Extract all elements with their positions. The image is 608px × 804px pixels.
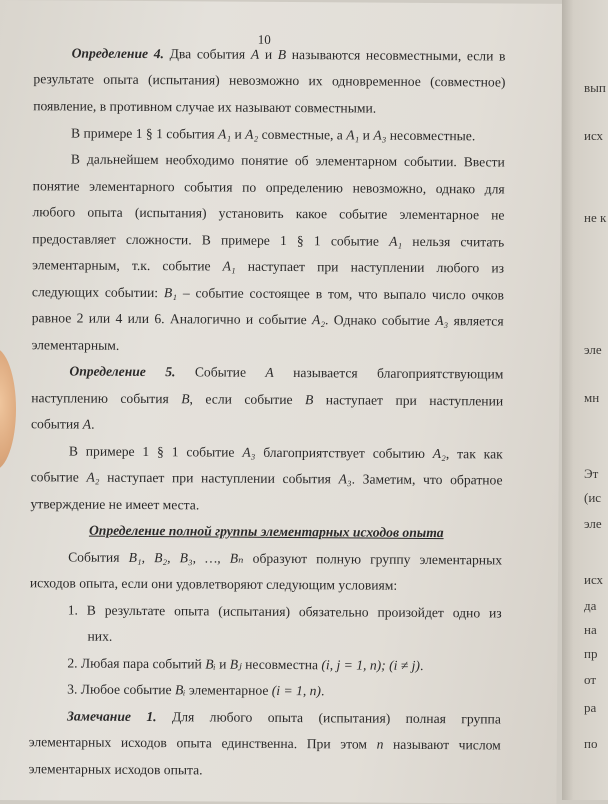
text-run: или: [88, 310, 111, 326]
text-run: несовместна: [241, 656, 322, 673]
text-run: число: [431, 287, 466, 303]
list-item: [30, 603, 502, 620]
text-run: опыта: [103, 71, 139, 87]
text-run: В: [70, 151, 81, 167]
list-item-continuation: [30, 629, 560, 646]
text-line: [31, 444, 503, 461]
text-run: B₁,: [128, 549, 146, 566]
text-run: события: [120, 390, 169, 407]
text-run: событие: [162, 258, 211, 274]
text-run: в: [315, 286, 323, 302]
text-run: обратное: [450, 472, 503, 488]
text-line: [30, 550, 502, 567]
text-run: событие: [330, 233, 380, 249]
text-run: наступлению: [31, 390, 108, 406]
text-run: элементарных исходов опыта.: [28, 761, 203, 778]
next-page-fragment: по: [584, 736, 598, 751]
text-run: событие: [381, 312, 430, 329]
next-page-fragment: исх: [584, 128, 604, 143]
text-line: [29, 735, 501, 752]
text-run: Два: [169, 46, 192, 62]
next-page-fragment: (ис: [584, 490, 602, 505]
text-run: очков: [471, 287, 505, 303]
text-run: образуют: [252, 550, 308, 567]
text-run: единственна.: [221, 735, 298, 752]
text-run: одновременное: [331, 73, 421, 89]
text-run: .: [325, 312, 329, 328]
text-run: Аналогично: [169, 311, 241, 327]
text-run: любого: [32, 204, 76, 220]
text-run: понятие: [32, 178, 80, 194]
text-run: группа: [461, 711, 501, 727]
text-run: определению: [265, 179, 344, 196]
text-run: опыта: [87, 204, 123, 220]
text-run: B: [304, 392, 314, 408]
text-run: невозможно,: [352, 180, 427, 196]
text-run: об: [294, 153, 309, 169]
text-run: что: [423, 471, 443, 488]
section-heading: [30, 523, 502, 540]
text-line: [30, 576, 502, 593]
text-run: .: [91, 416, 95, 432]
text-run: B₃,: [179, 550, 197, 566]
text-line: [32, 232, 504, 249]
text-run: (испытания): [147, 72, 220, 88]
text-run: A: [250, 46, 260, 62]
text-run: одно: [452, 605, 481, 621]
text-run: несовместными,: [365, 47, 462, 64]
text-line: [30, 497, 502, 514]
text-run: A₃: [338, 471, 352, 487]
next-page-fragment: вып: [584, 80, 606, 95]
text-run: 1: [171, 444, 179, 460]
text-run: и: [215, 656, 230, 672]
text-run: событие: [30, 469, 79, 485]
text-run: …,: [205, 550, 221, 566]
text-run: если: [205, 391, 232, 407]
text-run: благоприятствующим: [376, 365, 504, 382]
text-run: Определение: [69, 363, 146, 380]
text-run: B₁: [163, 285, 178, 301]
text-line: [29, 762, 501, 779]
next-page-fragment: да: [584, 598, 597, 613]
text-run: и: [264, 46, 273, 62]
text-run: .: [320, 683, 325, 699]
text-run: наступает: [107, 469, 165, 486]
text-run: состоящее: [249, 285, 310, 302]
text-line: [32, 285, 504, 302]
text-run: Событие: [194, 364, 247, 380]
text-run: в: [499, 48, 506, 64]
text-run: из: [491, 260, 505, 276]
text-run: любого: [209, 709, 253, 725]
text-run: том,: [327, 286, 353, 302]
text-run: A₂: [245, 126, 259, 142]
text-run: наступает: [247, 258, 306, 275]
text-run: при: [317, 259, 339, 275]
text-run: элементарное: [399, 206, 480, 223]
text-run: Bᵢ: [205, 656, 216, 672]
text-run: опыта: [174, 603, 210, 619]
text-run: A₁: [346, 127, 360, 143]
text-run: из: [488, 605, 502, 621]
text-run: 1.: [146, 709, 157, 725]
text-run: наступлении: [429, 393, 504, 409]
text-run: 4: [115, 310, 123, 326]
text-run: полную: [316, 551, 362, 567]
text-run: так: [457, 446, 476, 462]
text-run: при: [171, 470, 194, 486]
text-run: если: [466, 48, 494, 64]
text-run: предоставляет: [32, 231, 116, 247]
text-run: (i, j = 1, n); (i ≠ j): [321, 657, 421, 673]
next-page-fragment: эле: [584, 516, 602, 531]
text-run: любого: [436, 260, 480, 276]
text-run: A: [82, 416, 92, 432]
text-run: появление, в противном случае их называют совместными.: [33, 98, 377, 116]
text-run: При: [306, 736, 331, 752]
text-run: результате: [33, 71, 95, 87]
text-line: [29, 709, 501, 726]
text-run: A₂: [432, 446, 446, 462]
text-run: 1: [279, 232, 287, 249]
next-page-fragment: от: [584, 672, 597, 687]
text-run: элементарных: [28, 734, 112, 750]
text-line: [33, 152, 505, 169]
text-run: следующих: [31, 284, 100, 300]
text-run: исходов: [120, 734, 167, 751]
text-run: событие: [244, 391, 293, 408]
text-run: 3. Любое событие: [67, 681, 176, 698]
text-run: B₂,: [154, 550, 171, 566]
text-run: т.к.: [131, 257, 151, 274]
text-run: какое: [295, 206, 328, 222]
list-item: [29, 656, 501, 673]
text-run: как: [483, 446, 503, 462]
text-run: Замечание: [66, 708, 132, 724]
text-run: B: [181, 391, 190, 407]
text-run: событие: [258, 311, 307, 328]
text-run: A₃: [373, 127, 387, 143]
next-page-fragment: ра: [584, 700, 597, 715]
next-page-fragment: мн: [584, 390, 600, 405]
text-run: примере: [85, 443, 135, 459]
text-run: событии.: [404, 153, 457, 170]
text-line: [33, 72, 505, 89]
text-run: дальнейшем: [86, 151, 159, 168]
text-run: события: [282, 470, 331, 487]
text-run: элементарным,: [32, 257, 120, 273]
text-run: A₃: [435, 313, 449, 329]
text-run: –: [182, 285, 190, 301]
text-run: выпало: [383, 286, 427, 302]
text-run: однако: [435, 181, 476, 197]
text-line: [31, 364, 503, 381]
text-run: §: [296, 233, 304, 249]
text-run: ,: [445, 446, 450, 462]
text-run: A₃: [242, 444, 256, 460]
text-run: Однако: [333, 312, 377, 328]
next-page-fragment: Эт: [584, 466, 599, 481]
text-run: В: [68, 443, 78, 459]
text-run: этом: [340, 736, 368, 752]
text-run: для: [484, 181, 505, 197]
text-run: не: [491, 207, 505, 223]
text-run: является: [453, 313, 504, 329]
text-run: элементарном: [315, 153, 398, 169]
text-run: 2: [76, 310, 84, 326]
text-run: .: [351, 471, 356, 487]
text-run: 1.: [67, 602, 78, 618]
text-run: числом: [458, 737, 501, 753]
text-run: Заметим,: [362, 471, 416, 487]
next-page-fragment: эле: [584, 342, 602, 357]
text-run: что: [358, 286, 378, 302]
text-run: 4.: [153, 46, 165, 62]
text-run: A₂: [311, 312, 326, 328]
text-run: при: [395, 392, 417, 408]
text-line: [31, 417, 503, 434]
text-run: (испытания): [218, 603, 291, 620]
text-run: (совместное): [430, 74, 506, 90]
text-run: (испытания): [318, 710, 391, 726]
text-run: ,: [189, 391, 194, 407]
text-line: [32, 338, 504, 355]
text-run: или: [127, 310, 150, 327]
text-line: [32, 311, 504, 328]
text-run: событие: [195, 285, 244, 301]
text-run: событии:: [104, 284, 159, 301]
text-run: 1: [142, 444, 150, 460]
text-run: установить: [218, 205, 284, 221]
text-run: группу: [370, 551, 411, 567]
text-run: события: [196, 46, 246, 62]
text-run: элементарного: [89, 178, 175, 195]
text-run: 2. Любая пара событий: [67, 655, 206, 672]
text-run: совместные, а: [258, 126, 347, 143]
text-line: [33, 99, 505, 116]
text-run: 6.: [154, 311, 165, 327]
text-run: опыта: [176, 735, 212, 751]
text-run: Для: [171, 709, 195, 725]
text-run: полная: [405, 710, 446, 727]
text-run: по: [242, 179, 257, 195]
text-run: равное: [31, 310, 72, 326]
next-page-fragment: исх: [584, 572, 604, 587]
text-run: называется: [293, 365, 358, 381]
text-run: Определение полной группы элементарных исходов опыта: [88, 522, 444, 541]
text-run: считать: [460, 234, 505, 250]
text-run: утверждение не имеет места.: [30, 496, 200, 513]
text-run: невозможно: [229, 72, 300, 89]
text-run: нельзя: [412, 233, 451, 250]
text-run: примере: [220, 232, 270, 248]
text-run: A: [265, 364, 274, 380]
text-run: §: [157, 444, 164, 460]
text-run: исходов опыта, если они удовлетворяют следующим условиям:: [29, 575, 398, 593]
text-run: события: [184, 179, 233, 195]
text-run: события: [30, 416, 83, 432]
text-run: В примере 1 § 1 события: [71, 125, 219, 142]
text-run: (испытания): [134, 204, 207, 221]
text-run: Ввести: [463, 154, 505, 170]
text-run: называются: [291, 47, 361, 63]
text-run: наступлении: [201, 470, 275, 486]
text-run: B: [277, 46, 287, 62]
text-run: опыта: [267, 709, 304, 726]
text-run: благоприятствует: [263, 444, 365, 461]
next-page-edge: [562, 0, 608, 800]
text-run: Bⱼ: [229, 656, 242, 672]
text-run: событию: [372, 445, 426, 461]
text-run: результате: [104, 602, 166, 619]
text-run: В: [86, 602, 96, 618]
text-line: [32, 205, 504, 222]
next-page-fragment: на: [584, 622, 597, 637]
list-item: [29, 682, 501, 699]
text-run: сложности.: [125, 231, 192, 248]
text-line: [33, 126, 505, 143]
text-run: их: [308, 73, 323, 89]
text-run: A₁: [389, 233, 403, 249]
text-run: Bᵢ: [174, 682, 186, 698]
text-run: называют: [393, 736, 450, 753]
next-page-fragment: пр: [584, 646, 598, 661]
text-run: них.: [87, 628, 113, 644]
text-run: и: [359, 127, 374, 143]
text-run: элементарное: [185, 682, 272, 698]
page-number: 10: [257, 31, 271, 47]
text-run: A₁: [218, 126, 232, 142]
text-run: .: [419, 657, 424, 673]
text-run: Bₙ: [229, 550, 244, 566]
text-line: [34, 46, 506, 63]
text-run: 5.: [165, 364, 176, 380]
text-run: A₂: [86, 469, 100, 485]
text-run: элементарным.: [31, 337, 120, 353]
text-line: [32, 258, 504, 275]
text-run: и: [231, 126, 246, 142]
text-run: В: [201, 232, 211, 248]
text-run: наступлении: [350, 259, 425, 275]
text-run: (i = 1, n): [271, 682, 322, 699]
text-run: События: [68, 549, 120, 565]
text-line: [31, 391, 503, 408]
text-run: и: [245, 311, 254, 327]
text-run: A₁: [222, 258, 236, 274]
text-run: обязательно: [298, 604, 369, 620]
text-run: несовместные.: [386, 127, 476, 144]
text-run: элементарных: [419, 551, 503, 568]
next-page-fragment: не к: [584, 210, 607, 225]
text-run: событие: [186, 444, 235, 460]
text-run: событие: [339, 206, 388, 222]
text-run: Определение: [71, 45, 149, 62]
text-run: 1: [313, 233, 321, 249]
text-run: необходимо: [165, 152, 235, 168]
text-run: понятие: [241, 152, 289, 169]
text-line: [31, 470, 503, 487]
text-line: [33, 179, 505, 196]
text-run: произойдет: [377, 604, 444, 621]
text-run: n: [376, 736, 384, 752]
text-run: наступает: [325, 392, 384, 408]
